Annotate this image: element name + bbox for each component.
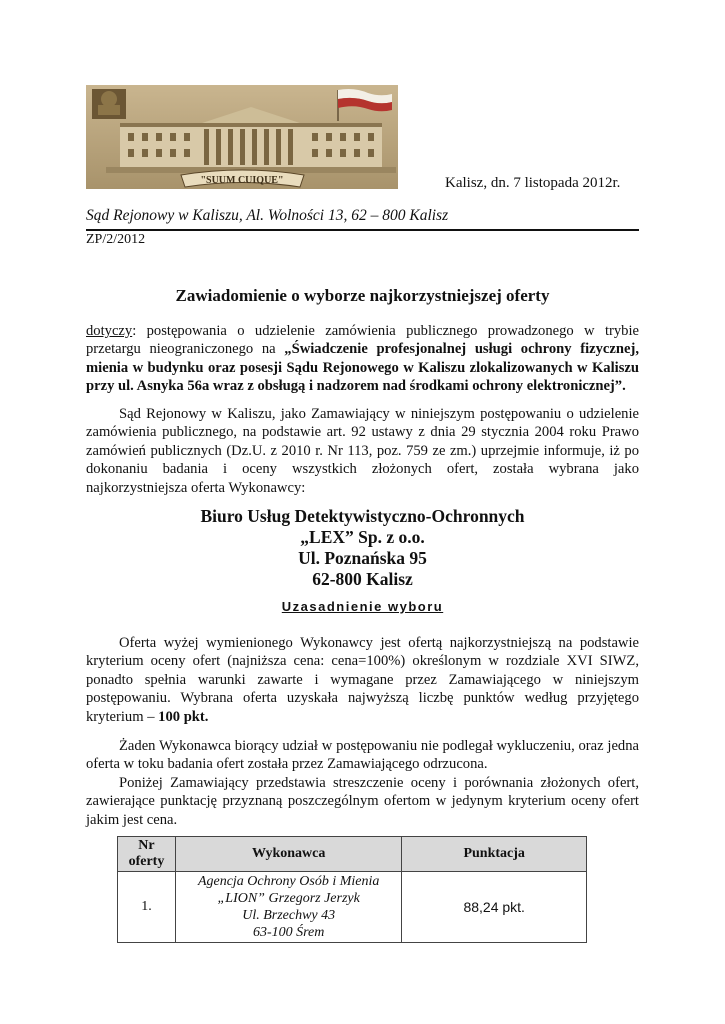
winner-street: Ul. Poznańska 95 bbox=[298, 548, 427, 568]
document-title: Zawiadomienie o wyborze najkorzystniejszej oferty bbox=[175, 286, 550, 305]
concerns-label: dotyczy bbox=[86, 323, 133, 339]
court-building-image bbox=[86, 85, 398, 189]
table-row bbox=[118, 872, 587, 943]
coat-of-arms-icon bbox=[92, 89, 126, 119]
justification-heading: Uzasadnienie wyboru bbox=[281, 599, 444, 614]
court-address-line: Sąd Rejonowy w Kaliszu, Al. Wolności 13, 62 – 800 Kalisz bbox=[86, 207, 639, 231]
place-and-date: Kalisz, dn. 7 listopada 2012r. bbox=[445, 175, 621, 191]
motto-banner bbox=[181, 170, 304, 187]
winner-name: Biuro Usług Detektywistyczno-Ochronnych bbox=[200, 506, 525, 526]
justification-paragraph: Oferta wyżej wymienionego Wykonawcy jest ofertą najkorzystniejszą na podstawie kryterium oceny ofert (najniższa cena: cena=100%) określonym w rozdziale XVI SIWZ, ponadto spełnia warunki zawarte i wymagane przez Zamawiającego w niniejszym postępowaniu. Wybrana oferta uzyskała najwyższą liczbę punktów według przyjętego kryterium – 100 pkt. bbox=[86, 635, 639, 725]
concerns-text: : postępowania o udzielenie zamówienia publicznego prowadzonego w trybie przetargu nieograniczonego na bbox=[86, 323, 639, 358]
winning-contractor bbox=[86, 506, 639, 590]
score-cell: 88,24 pkt. bbox=[402, 872, 587, 943]
summary-paragraph: Poniżej Zamawiający przedstawia streszczenie oceny i porównania złożonych ofert, zawierające punktację przyznaną poszczególnym ofertom w jedynym kryterium oceny ofert jakim jest cena. bbox=[86, 775, 639, 828]
winner-city: 62-800 Kalisz bbox=[312, 569, 413, 589]
header-score: Punktacja bbox=[402, 837, 587, 872]
concerns-subject: „Świadczenie profesjonalnej usługi ochrony fizycznej, mienia w budynku oraz posesji Sądu Rejonowego w Kaliszu zlokalizowanych w Kaliszu przy ul. Asnyka 56a wraz z obsługą i nadzorem nad środkami ochrony elektronicznej”. bbox=[86, 341, 639, 395]
header-contractor: Wykonawca bbox=[175, 837, 401, 872]
winner-company: „LEX” Sp. z o.o. bbox=[300, 527, 425, 547]
reference-number: ZP/2/2012 bbox=[86, 232, 146, 247]
offers-score-table bbox=[117, 836, 587, 943]
offer-number-cell: 1. bbox=[118, 872, 176, 943]
concerns-paragraph bbox=[86, 322, 639, 396]
table-header-row bbox=[118, 837, 587, 872]
exclusion-paragraph: Żaden Wykonawca biorący udział w postępowaniu nie podlegał wykluczeniu, oraz jedna oferta w toku badania ofert została przez Zamawiającego odrzucona. bbox=[86, 738, 639, 773]
contractor-cell: Agencja Ochrony Osób i Mienia „LION” Grzegorz Jerzyk Ul. Brzechwy 43 63-100 Śrem bbox=[175, 872, 401, 943]
justification-points: 100 pkt. bbox=[158, 708, 209, 725]
motto-text: "SUUM CUIQUE" bbox=[200, 175, 284, 186]
intro-paragraph: Sąd Rejonowy w Kaliszu, jako Zamawiający w niniejszym postępowaniu o udzielenie zamówienia publicznego, na podstawie art. 92 ustawy z dnia 29 stycznia 2004 roku Prawo zamówień publicznych (Dz.U. z 2010 r. Nr 113, poz. 759 ze zm.) uprzejmie informuje, iż po dokonaniu badania i oceny wszystkich złożonych ofert, została wybrana jako najkorzystniejsza oferta Wykonawcy: bbox=[86, 406, 639, 496]
header-offer-number: Nr oferty bbox=[118, 837, 176, 872]
